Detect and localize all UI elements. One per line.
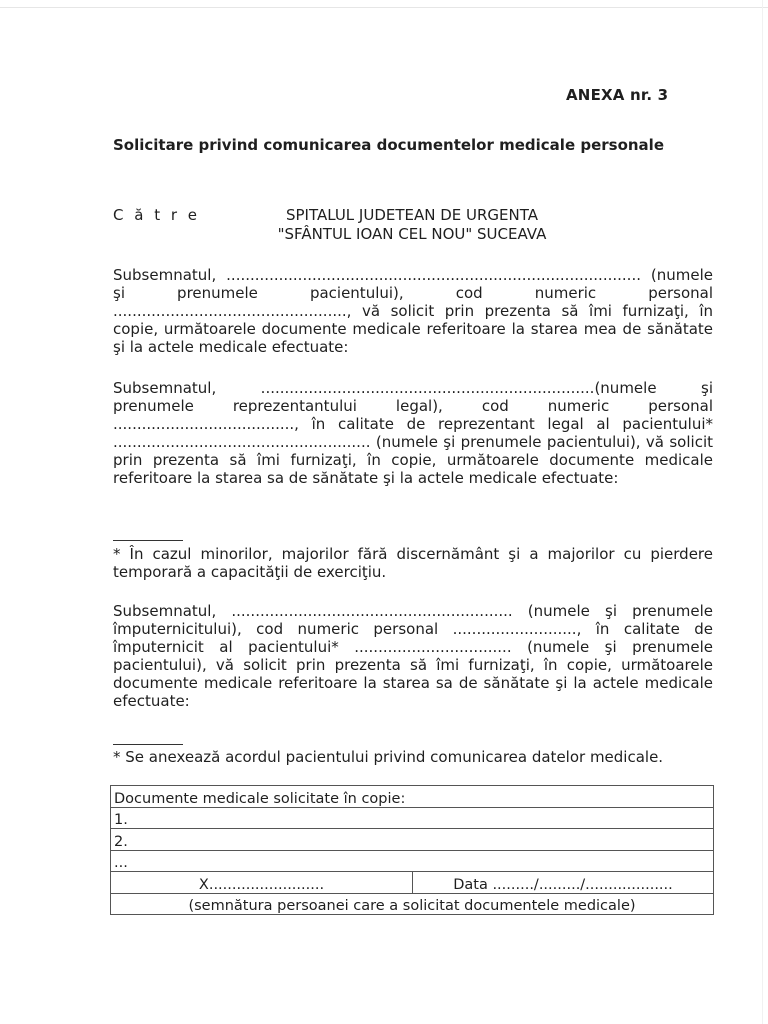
hospital-line-1: SPITALUL JUDETEAN DE URGENTA: [285, 206, 539, 224]
addressee-label: C ă t r e: [113, 206, 201, 224]
section-legal-representative: Subsemnatul, ......................................................................(numele şi prenumele reprezentantului legal), cod numeric personal ......................................, în calitate de reprezentant legal al pacientului* ...................................................... (numele şi prenumele pacientului), vă solicit prin prezenta să îmi furnizaţi, în copie, următoarele documente medicale referitoare la starea sa de sănătate şi la actele medicale efectuate:: [113, 379, 713, 487]
footnote-minors: * În cazul minorilor, majorilor fără discernământ şi a majorilor cu pierdere temporară a capacităţii de exerciţiu.: [113, 545, 713, 581]
table-header-row: [111, 786, 714, 808]
scan-top-edge: [0, 7, 768, 8]
footnote-separator: [113, 744, 183, 745]
footnote-patient-agreement: * Se anexează acordul pacientului privind comunicarea datelor medicale.: [113, 748, 664, 766]
document-row-1[interactable]: 1.: [111, 807, 714, 829]
table-header: Documente medicale solicitate în copie:: [111, 786, 714, 808]
footnote-separator: [113, 540, 183, 541]
annex-label: ANEXA nr. 3: [566, 86, 669, 104]
signature-caption-row: [111, 893, 714, 915]
scan-right-edge: [762, 0, 763, 1024]
date-field[interactable]: Data ........./........./...................: [413, 872, 714, 894]
requested-documents-table: [110, 785, 714, 915]
section-patient: Subsemnatul, ....................................................................................... (numele şi prenumele pacientului), cod numeric personal ................................................., vă solicit prin prezenta să îmi furnizaţi, în copie, următoarele documente medicale referitoare la starea mea de sănătate şi la actele medicale efectuate:: [113, 266, 713, 356]
document-row-2[interactable]: 2.: [111, 829, 714, 851]
table-row[interactable]: [111, 850, 714, 872]
signature-caption: (semnătura persoanei care a solicitat documentele medicale): [111, 893, 714, 915]
signature-field[interactable]: X.........................: [111, 872, 413, 894]
document-row-more[interactable]: ...: [111, 850, 714, 872]
document-title: Solicitare privind comunicarea documentelor medicale personale: [113, 136, 664, 154]
table-row[interactable]: [111, 807, 714, 829]
addressee-hospital: [252, 206, 572, 244]
table-row[interactable]: [111, 829, 714, 851]
section-empowered-person: Subsemnatul, ........................................................... (numele şi prenumele împuternicitului), cod numeric personal .........................., în calitate de împuternicit al pacientului* ................................. (numele şi prenumele pacientului), vă solicit prin prezenta să îmi furnizaţi, în copie, următoarele documente medicale referitoare la starea sa de sănătate şi la actele medicale efectuate:: [113, 602, 713, 710]
signature-date-row: [111, 872, 714, 894]
hospital-line-2: "SFÂNTUL IOAN CEL NOU" SUCEAVA: [277, 225, 547, 243]
